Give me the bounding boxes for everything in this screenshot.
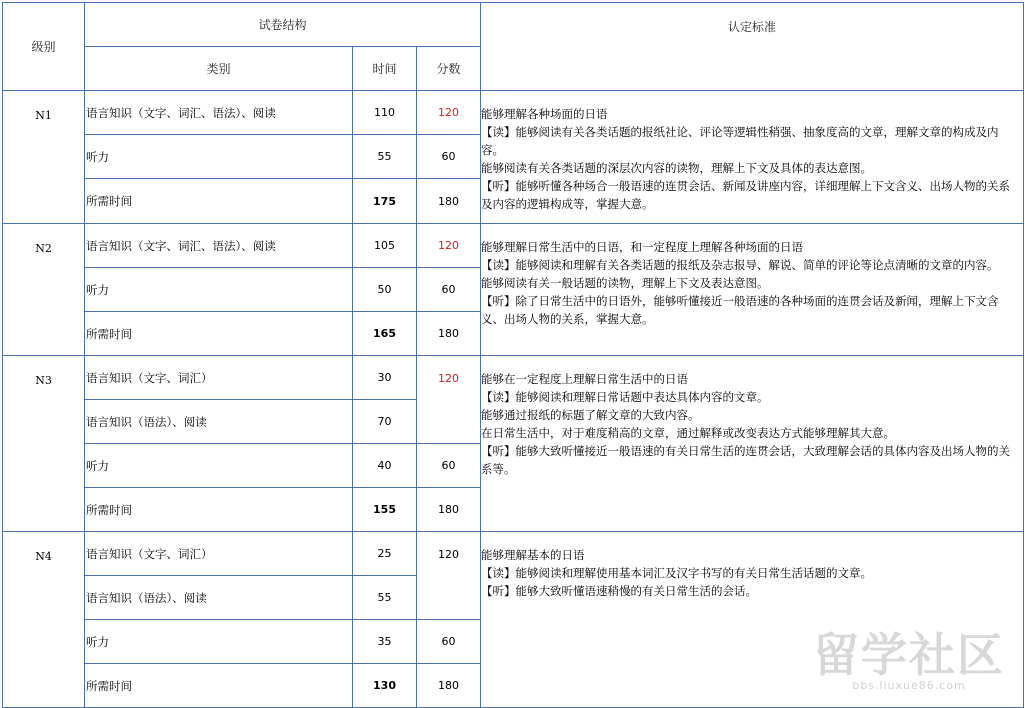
criteria-line: 在日常生活中，对于难度稍高的文章，通过解释或改变表达方式能够理解其大意。 <box>481 426 896 440</box>
score-cell: 120 <box>417 532 481 620</box>
level-n3: N3 <box>3 356 85 532</box>
watermark-url: bbs.liuxue86.com <box>852 679 966 692</box>
total-time-cell: 155 <box>353 488 417 532</box>
category-cell: 所需时间 <box>85 179 353 224</box>
criteria-line: 能够理解各种场面的日语 <box>481 107 608 121</box>
header-score: 分数 <box>417 47 481 91</box>
score-cell: 180 <box>417 179 481 224</box>
criteria-line: 【读】能够阅读和理解日常话题中表达具体内容的文章。 <box>481 390 769 404</box>
criteria-line: 【听】能够大致听懂语速稍慢的有关日常生活的会话。 <box>481 584 758 598</box>
category-cell: 语言知识（文字、词汇） <box>85 356 353 400</box>
category-cell: 所需时间 <box>85 664 353 708</box>
header-level: 级别 <box>3 3 85 91</box>
jlpt-level-table <box>2 2 1024 708</box>
time-cell: 35 <box>353 620 417 664</box>
time-cell: 55 <box>353 135 417 179</box>
criteria-line: 【读】能够阅读和理解使用基本词汇及汉字书写的有关日常生活话题的文章。 <box>481 566 873 580</box>
criteria-line: 【听】能够听懂各种场合一般语速的连贯会话、新闻及讲座内容，详细理解上下文含义、出场人物的关系及内容的逻辑构成等，掌握大意。 <box>481 179 1011 211</box>
time-cell: 50 <box>353 268 417 312</box>
score-cell: 60 <box>417 620 481 664</box>
total-time-cell: 175 <box>353 179 417 224</box>
n4-row-1 <box>3 532 1024 576</box>
score-cell: 180 <box>417 664 481 708</box>
criteria-n2 <box>481 224 1024 356</box>
category-cell: 所需时间 <box>85 488 353 532</box>
category-cell: 听力 <box>85 135 353 179</box>
score-cell: 120 <box>417 91 481 135</box>
category-cell: 听力 <box>85 620 353 664</box>
level-n1: N1 <box>3 91 85 224</box>
header-time: 时间 <box>353 47 417 91</box>
category-cell: 语言知识（文字、词汇、语法）、阅读 <box>85 224 353 268</box>
n1-row-1 <box>3 91 1024 135</box>
category-cell: 听力 <box>85 444 353 488</box>
criteria-line: 【听】能够大致听懂接近一般语速的有关日常生活的连贯会话，大致理解会话的具体内容及出场人物的关系等。 <box>481 444 1011 476</box>
header-structure: 试卷结构 <box>85 3 481 47</box>
watermark-logo: 留学社区 <box>813 628 1005 682</box>
category-cell: 语言知识（文字、词汇） <box>85 532 353 576</box>
time-cell: 55 <box>353 576 417 620</box>
total-time-cell: 165 <box>353 312 417 356</box>
score-cell: 60 <box>417 444 481 488</box>
criteria-line: 【读】能够阅读有关各类话题的报纸社论、评论等逻辑性稍强、抽象度高的文章，理解文章的构成及内容。 <box>481 125 999 157</box>
criteria-line: 能够在一定程度上理解日常生活中的日语 <box>481 372 689 386</box>
category-cell: 语言知识（文字、词汇、语法）、阅读 <box>85 91 353 135</box>
category-cell: 语言知识（语法）、阅读 <box>85 576 353 620</box>
header-criteria: 认定标准 <box>481 3 1024 91</box>
criteria-line: 能够阅读有关各类话题的深层次内容的读物，理解上下文及具体的表达意图。 <box>481 161 873 175</box>
time-cell: 110 <box>353 91 417 135</box>
category-cell: 听力 <box>85 268 353 312</box>
time-cell: 30 <box>353 356 417 400</box>
criteria-line: 能够通过报纸的标题了解文章的大致内容。 <box>481 408 700 422</box>
level-n4: N4 <box>3 532 85 708</box>
criteria-n1 <box>481 91 1024 224</box>
criteria-line: 【读】能够阅读和理解有关各类话题的报纸及杂志报导、解说、简单的评论等论点清晰的文章的内容。 <box>481 258 999 272</box>
score-cell: 180 <box>417 488 481 532</box>
score-cell: 120 <box>417 356 481 444</box>
score-cell: 180 <box>417 312 481 356</box>
criteria-line: 【听】除了日常生活中的日语外，能够听懂接近一般语速的各种场面的连贯会话及新闻，理解上下文含义、出场人物的关系，掌握大意。 <box>481 294 999 326</box>
total-time-cell: 130 <box>353 664 417 708</box>
n3-row-1 <box>3 356 1024 400</box>
criteria-line: 能够理解基本的日语 <box>481 548 585 562</box>
criteria-n3 <box>481 356 1024 532</box>
category-cell: 所需时间 <box>85 312 353 356</box>
time-cell: 25 <box>353 532 417 576</box>
category-cell: 语言知识（语法）、阅读 <box>85 400 353 444</box>
score-cell: 60 <box>417 268 481 312</box>
header-category: 类别 <box>85 47 353 91</box>
time-cell: 40 <box>353 444 417 488</box>
criteria-line: 能够阅读有关一般话题的读物，理解上下文及表达意图。 <box>481 276 769 290</box>
score-cell: 120 <box>417 224 481 268</box>
score-cell: 60 <box>417 135 481 179</box>
criteria-n4 <box>481 532 1024 708</box>
criteria-line: 能够理解日常生活中的日语，和一定程度上理解各种场面的日语 <box>481 240 804 254</box>
n2-row-1 <box>3 224 1024 268</box>
level-n2: N2 <box>3 224 85 356</box>
time-cell: 70 <box>353 400 417 444</box>
time-cell: 105 <box>353 224 417 268</box>
